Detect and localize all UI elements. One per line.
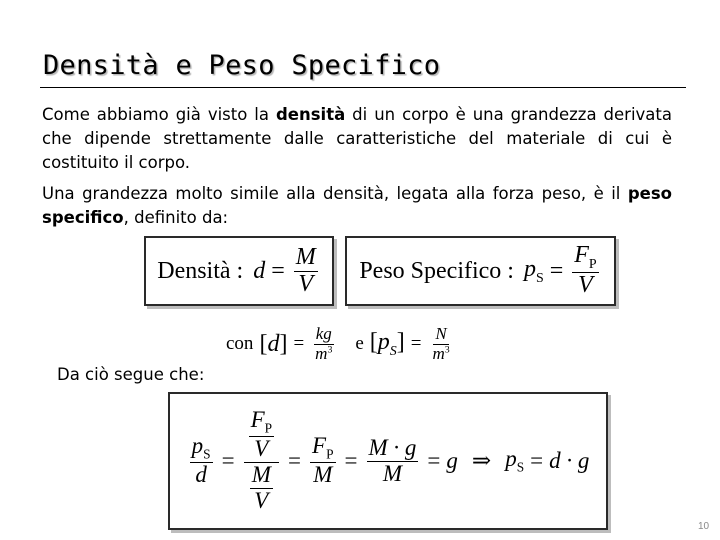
result-ps: $p_S$ xyxy=(505,446,525,475)
fp-over-m-fraction: $\frac{F_P}{M}$ xyxy=(312,433,334,488)
units-e: e xyxy=(355,333,364,354)
ps-over-d-fraction: $\frac{p_S}{d}$ xyxy=(191,433,211,488)
derivation-formula-box xyxy=(168,392,608,530)
fraction-numerator: M xyxy=(295,243,316,270)
equals-sign: = xyxy=(410,333,422,354)
slide-title: Densità e Peso Specifico xyxy=(43,50,441,81)
units-formula xyxy=(226,316,455,372)
definition-text-start: Una grandezza molto simile alla densità, legata alla forza peso, è il xyxy=(42,184,628,203)
term-specific-weight: peso specifico xyxy=(42,184,672,227)
density-unit-bracket: [d] xyxy=(259,330,288,357)
definition-text-end: , definito da: xyxy=(123,208,229,227)
follows-text: Da ciò segue che: xyxy=(57,365,205,384)
specific-weight-unit-fraction: $\frac{N}{m^3}$ xyxy=(432,324,450,363)
units-con: con xyxy=(226,333,254,354)
density-formula-box xyxy=(144,236,334,306)
implies-arrow: ⇒ xyxy=(471,448,492,473)
equals-sign: = xyxy=(221,448,235,473)
specific-weight-label: Peso Specifico : xyxy=(359,257,514,284)
fraction-denominator: V xyxy=(578,271,593,298)
page-number: 10 xyxy=(698,521,710,532)
mg-over-m-fraction: $\frac{M \cdot g}{M}$ xyxy=(368,434,417,486)
definition-paragraph xyxy=(42,182,672,230)
density-label: Densità : xyxy=(157,257,244,284)
intro-text-end: di un corpo è una grandezza derivata che dipende strettamente dalle caratteristiche del materiale di cui è costituito il corpo. xyxy=(42,105,672,172)
density-symbol: d xyxy=(253,257,266,284)
intro-paragraph xyxy=(42,103,672,175)
title-underline xyxy=(40,87,686,88)
specific-weight-symbol: $p_S$ xyxy=(523,255,544,286)
equals-sign: = xyxy=(288,448,302,473)
intro-text-start: Come abbiamo già visto la xyxy=(42,105,276,124)
fp-over-v-fraction: $\frac{F_P}{V}$ xyxy=(250,407,273,462)
equals-sign: = xyxy=(293,333,305,354)
m-over-v-fraction: $\frac{M}{V}$ xyxy=(251,462,271,513)
equals-sign: = xyxy=(427,448,441,473)
equals-sign: = xyxy=(549,257,564,284)
gravity-symbol: g xyxy=(446,448,458,473)
equals-sign: = xyxy=(530,448,544,473)
compound-fraction xyxy=(244,408,279,513)
fraction-denominator: V xyxy=(298,270,314,297)
weight-over-volume-fraction xyxy=(572,243,598,299)
equals-sign: = xyxy=(344,448,358,473)
fraction-numerator: $F_P$ xyxy=(574,242,597,272)
density-unit-fraction: $\frac{kg}{m^3}$ xyxy=(315,324,333,363)
equals-sign: = xyxy=(271,257,285,284)
term-density: densità xyxy=(275,105,346,124)
mass-over-volume-fraction xyxy=(294,245,318,298)
result-d-times-g: d · g xyxy=(549,448,590,473)
specific-weight-unit-bracket: $[p_S]$ xyxy=(369,328,405,359)
specific-weight-formula-box xyxy=(345,236,616,306)
